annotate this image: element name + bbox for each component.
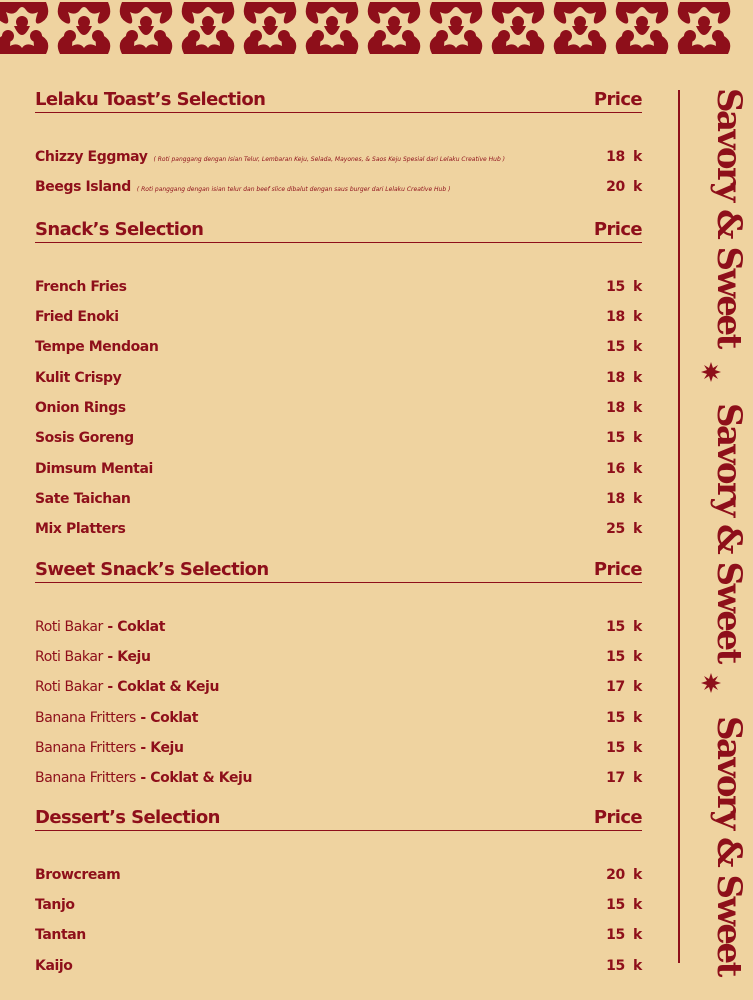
menu-item bbox=[35, 925, 642, 945]
item-price: 15 bbox=[606, 279, 625, 295]
item-name: French Fries bbox=[35, 279, 127, 295]
item-base: Roti Bakar bbox=[35, 649, 103, 665]
section-header bbox=[35, 558, 642, 583]
item-name: Onion Rings bbox=[35, 400, 126, 416]
item-price: 20 bbox=[606, 179, 625, 195]
item-description: ( Roti panggang dengan isian telur dan beef slice dibalut dengan saus burger dari Lelaku Creative Hub ) bbox=[136, 186, 451, 193]
price-unit: k bbox=[632, 430, 642, 446]
ornament-motif bbox=[120, 2, 173, 54]
item-description: ( Roti panggang dengan Isian Telur, Lembaran Keju, Selada, Mayones, & Saos Keju Spesial dari Lelaku Creative Hub ) bbox=[153, 156, 505, 163]
side-banner-text: Savory & Sweet bbox=[709, 403, 749, 662]
item-name: Sate Taichan bbox=[35, 491, 131, 507]
item-name: Kaijo bbox=[35, 958, 73, 974]
item-price: 20 bbox=[606, 867, 625, 883]
ornament-motif bbox=[430, 2, 483, 54]
item-price: 15 bbox=[606, 339, 625, 355]
item-name: Beegs Island bbox=[35, 179, 131, 195]
section-title: Sweet Snack’s Selection bbox=[35, 559, 269, 580]
price-unit: k bbox=[632, 770, 642, 786]
price-unit: k bbox=[632, 927, 642, 943]
side-banner-text: Savory & Sweet bbox=[709, 88, 749, 347]
price-unit: k bbox=[632, 149, 642, 165]
item-name: Kulit Crispy bbox=[35, 370, 122, 386]
item-price: 15 bbox=[606, 710, 625, 726]
item-price: 18 bbox=[606, 309, 625, 325]
item-price: 17 bbox=[606, 770, 625, 786]
ornament-motif bbox=[368, 2, 421, 54]
menu-item bbox=[35, 368, 642, 388]
side-banner-text: Savory & Sweet bbox=[709, 716, 749, 975]
section-desserts bbox=[35, 806, 642, 974]
item-price: 15 bbox=[606, 649, 625, 665]
item-name: Tanjo bbox=[35, 897, 75, 913]
price-unit: k bbox=[632, 461, 642, 477]
section-snacks bbox=[35, 218, 642, 537]
price-unit: k bbox=[632, 370, 642, 386]
item-price: 17 bbox=[606, 679, 625, 695]
item-variant: - Coklat & Keju bbox=[107, 679, 220, 695]
menu-item bbox=[35, 459, 642, 479]
price-unit: k bbox=[632, 491, 642, 507]
price-unit: k bbox=[632, 679, 642, 695]
item-price: 15 bbox=[606, 958, 625, 974]
menu-item bbox=[35, 677, 642, 697]
menu-item bbox=[35, 956, 642, 976]
ornament-motif bbox=[182, 2, 235, 54]
starburst-icon bbox=[701, 673, 721, 693]
starburst-icon bbox=[701, 362, 721, 382]
item-name: Sosis Goreng bbox=[35, 430, 134, 446]
section-header bbox=[35, 806, 642, 831]
item-price: 18 bbox=[606, 370, 625, 386]
menu-item bbox=[35, 617, 642, 637]
price-header: Price bbox=[593, 807, 642, 828]
vertical-divider bbox=[678, 90, 680, 963]
item-price: 18 bbox=[606, 149, 625, 165]
menu-item bbox=[35, 738, 642, 758]
menu-item bbox=[35, 865, 642, 885]
item-name: Tantan bbox=[35, 927, 86, 943]
menu-item bbox=[35, 337, 642, 357]
item-price: 15 bbox=[606, 740, 625, 756]
price-unit: k bbox=[632, 958, 642, 974]
ornament-motif bbox=[244, 2, 297, 54]
item-name: Browcream bbox=[35, 867, 121, 883]
price-header: Price bbox=[593, 219, 642, 240]
section-header bbox=[35, 88, 642, 113]
item-price: 15 bbox=[606, 897, 625, 913]
price-unit: k bbox=[632, 649, 642, 665]
item-variant: - Coklat & Keju bbox=[140, 770, 253, 786]
menu-item bbox=[35, 489, 642, 509]
item-variant: - Coklat bbox=[140, 710, 198, 726]
price-header: Price bbox=[593, 89, 642, 110]
price-unit: k bbox=[632, 740, 642, 756]
item-price: 18 bbox=[606, 491, 625, 507]
menu-item bbox=[35, 647, 642, 667]
ornament-motif bbox=[678, 2, 731, 54]
ornamental-border bbox=[0, 0, 753, 56]
item-name: Tempe Mendoan bbox=[35, 339, 159, 355]
item-base: Banana Fritters bbox=[35, 740, 136, 756]
item-base: Banana Fritters bbox=[35, 710, 136, 726]
ornament-motif bbox=[58, 2, 111, 54]
item-base: Roti Bakar bbox=[35, 619, 103, 635]
item-variant: - Keju bbox=[107, 649, 151, 665]
item-price: 16 bbox=[606, 461, 625, 477]
item-name: Fried Enoki bbox=[35, 309, 119, 325]
item-name: Dimsum Mentai bbox=[35, 461, 153, 477]
item-base: Banana Fritters bbox=[35, 770, 136, 786]
item-price: 18 bbox=[606, 400, 625, 416]
section-title: Lelaku Toast’s Selection bbox=[35, 89, 266, 110]
price-unit: k bbox=[632, 867, 642, 883]
menu-item bbox=[35, 398, 642, 418]
ornament-motif bbox=[616, 2, 669, 54]
menu-item bbox=[35, 147, 642, 167]
price-unit: k bbox=[632, 339, 642, 355]
menu-item bbox=[35, 895, 642, 915]
item-variant: - Coklat bbox=[107, 619, 165, 635]
item-price: 15 bbox=[606, 927, 625, 943]
price-unit: k bbox=[632, 400, 642, 416]
section-header bbox=[35, 218, 642, 243]
item-base: Roti Bakar bbox=[35, 679, 103, 695]
menu-item bbox=[35, 519, 642, 539]
price-unit: k bbox=[632, 897, 642, 913]
item-variant: - Keju bbox=[140, 740, 184, 756]
price-unit: k bbox=[632, 521, 642, 537]
item-name: Chizzy Eggmay bbox=[35, 149, 148, 165]
ornament-motif bbox=[306, 2, 359, 54]
section-lelaku-toast bbox=[35, 88, 642, 195]
item-price: 15 bbox=[606, 619, 625, 635]
price-unit: k bbox=[632, 619, 642, 635]
item-price: 15 bbox=[606, 430, 625, 446]
menu-item bbox=[35, 708, 642, 728]
menu-item bbox=[35, 277, 642, 297]
price-unit: k bbox=[632, 179, 642, 195]
item-name: Mix Platters bbox=[35, 521, 126, 537]
ornament-motif bbox=[492, 2, 545, 54]
price-header: Price bbox=[593, 559, 642, 580]
ornament-motif bbox=[554, 2, 607, 54]
section-title: Snack’s Selection bbox=[35, 219, 204, 240]
item-price: 25 bbox=[606, 521, 625, 537]
menu-item bbox=[35, 177, 642, 197]
menu-item bbox=[35, 428, 642, 448]
price-unit: k bbox=[632, 710, 642, 726]
price-unit: k bbox=[632, 309, 642, 325]
price-unit: k bbox=[632, 279, 642, 295]
section-title: Dessert’s Selection bbox=[35, 807, 220, 828]
menu-item bbox=[35, 768, 642, 788]
section-sweet-snacks bbox=[35, 558, 642, 786]
ornament-motif bbox=[0, 2, 48, 54]
menu-item bbox=[35, 307, 642, 327]
